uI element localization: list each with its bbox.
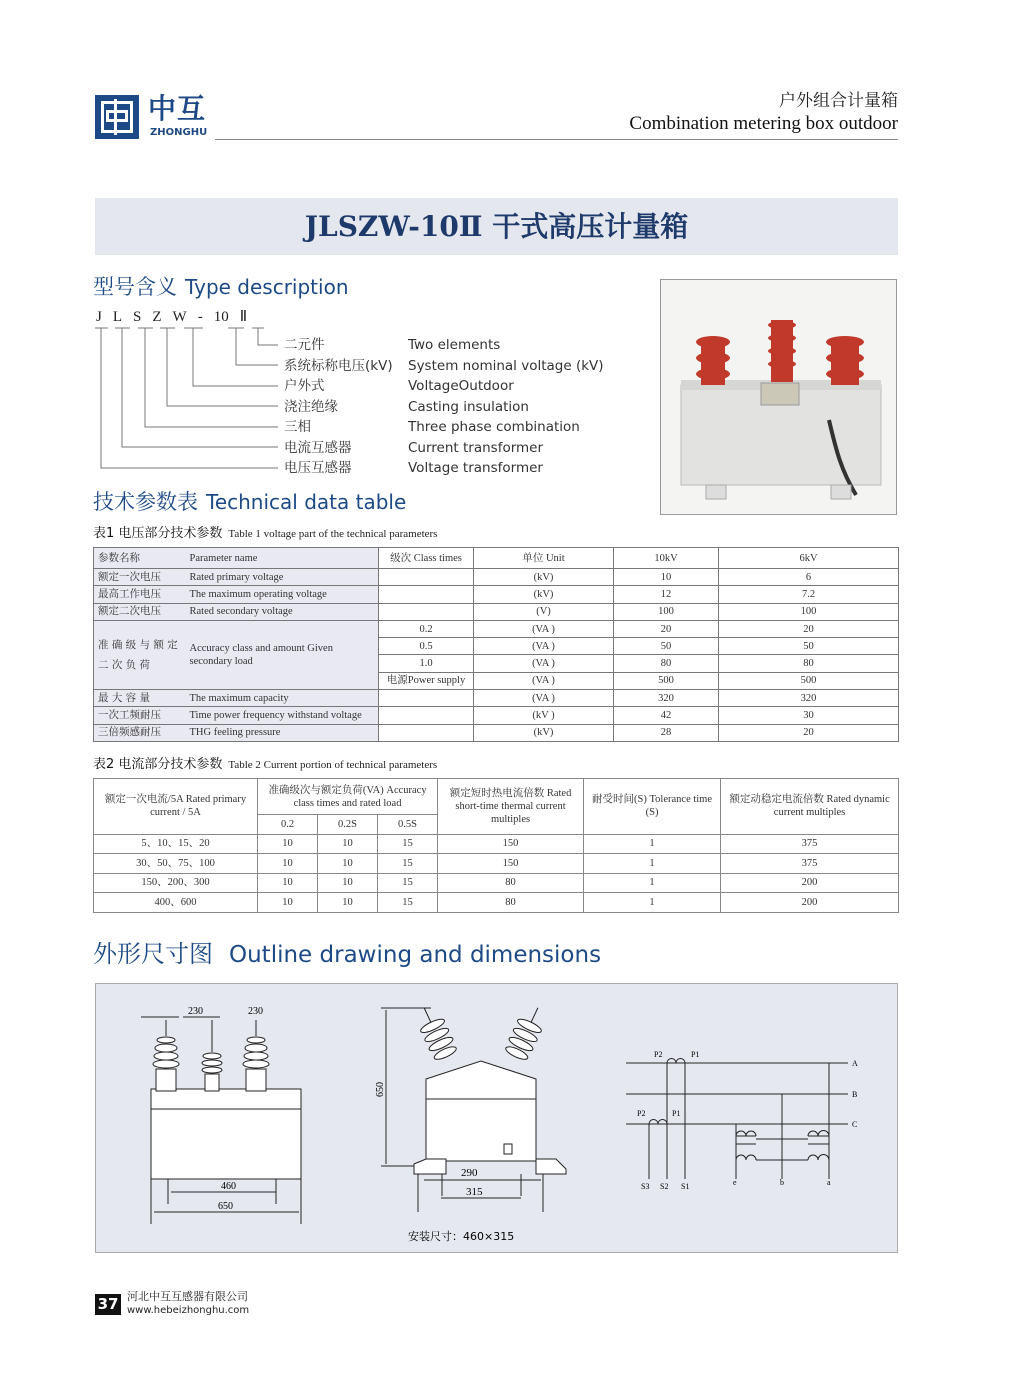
- category-cn: 户外组合计量箱: [779, 91, 898, 111]
- legend-connector-lines: [0, 0, 300, 480]
- category-en: Combination metering box outdoor: [629, 113, 898, 134]
- value-cell: 20: [614, 620, 719, 637]
- value-cell: [379, 586, 474, 603]
- logo-text-en: ZHONGHU: [150, 127, 208, 138]
- table-row: [94, 569, 899, 586]
- value-cell: 10: [258, 873, 318, 893]
- value-cell: 150: [438, 834, 584, 854]
- value-cell: 320: [614, 690, 719, 707]
- header-dynamic: 额定动稳定电流倍数 Rated dynamic current multiples: [721, 779, 899, 835]
- value-cell: 28: [614, 724, 719, 741]
- value-cell: 20: [719, 724, 899, 741]
- value-cell: (VA ): [474, 672, 614, 689]
- header-divider: [215, 139, 898, 140]
- legend-item-en: Voltage transformer: [408, 460, 543, 476]
- header-cell: Parameter name: [186, 548, 379, 569]
- metering-box-image: [661, 280, 896, 514]
- dim-total-width: 650: [218, 1201, 233, 1212]
- current-parameters-table: [93, 778, 899, 913]
- param-name-en: Rated primary voltage: [186, 569, 379, 586]
- code-char: 10: [213, 309, 229, 325]
- legend-item-cn: 系统标称电压(kV): [284, 357, 393, 374]
- company-website: www.hebeizhonghu.com: [127, 1305, 250, 1316]
- value-cell: 15: [378, 854, 438, 874]
- value-cell: [379, 724, 474, 741]
- code-char: J: [96, 309, 102, 325]
- value-cell: 30: [719, 707, 899, 724]
- param-name-cn: 准 确 级 与 额 定 二 次 负 荷: [94, 620, 186, 689]
- value-cell: 100: [719, 603, 899, 620]
- header-thermal: 额定短时热电流倍数 Rated short-time thermal current multiples: [438, 779, 584, 835]
- value-cell: 1: [584, 834, 721, 854]
- caption-en: Table 1 voltage part of the technical parameters: [228, 528, 438, 540]
- param-name-cn: 三倍频感耐压: [94, 724, 186, 741]
- value-cell: 10: [258, 893, 318, 913]
- value-cell: 10: [258, 854, 318, 874]
- value-cell: 10: [614, 569, 719, 586]
- param-name-en: Rated secondary voltage: [186, 603, 379, 620]
- outline-drawing: [96, 984, 899, 1254]
- table-row: [94, 603, 899, 620]
- legend-item-cn: 户外式: [284, 378, 325, 394]
- value-cell: [379, 707, 474, 724]
- legend-item-cn: 电流互感器: [284, 439, 352, 456]
- value-cell: [379, 603, 474, 620]
- terminal-s1: S1: [681, 1182, 690, 1191]
- value-cell: 10: [318, 893, 378, 913]
- table-row: [94, 620, 899, 637]
- legend-item-en: Two elements: [408, 337, 501, 353]
- phase-c: C: [852, 1120, 858, 1129]
- value-cell: 7.2: [719, 586, 899, 603]
- param-name-cn: 额定一次电压: [94, 569, 186, 586]
- table2-caption: [93, 757, 437, 773]
- param-name-cn: 额定二次电压: [94, 603, 186, 620]
- value-cell: 150: [438, 854, 584, 874]
- value-cell: (kV): [474, 586, 614, 603]
- terminal-b: b: [780, 1178, 784, 1187]
- table-row: [94, 834, 899, 854]
- table-row: [94, 707, 899, 724]
- company-name: 河北中互互感器有限公司: [127, 1290, 248, 1303]
- legend-item-en: Three phase combination: [408, 419, 580, 435]
- value-cell: 15: [378, 893, 438, 913]
- code-char: W: [172, 309, 187, 325]
- value-cell: 150、200、300: [94, 873, 258, 893]
- value-cell: [379, 569, 474, 586]
- legend-item-en: Current transformer: [408, 439, 544, 456]
- heading-cn: 外形尺寸图: [93, 940, 213, 968]
- value-cell: (V): [474, 603, 614, 620]
- table-header-row: [94, 548, 899, 569]
- dim-spacing-1: 230: [188, 1006, 203, 1017]
- param-name-en: The maximum capacity: [186, 690, 379, 707]
- value-cell: (VA ): [474, 638, 614, 655]
- voltage-parameters-table: [93, 547, 899, 742]
- value-cell: 400、600: [94, 893, 258, 913]
- wiring-diagram: [626, 1059, 848, 1180]
- technical-data-heading: [93, 490, 406, 514]
- value-cell: 100: [614, 603, 719, 620]
- param-name-en: The maximum operating voltage: [186, 586, 379, 603]
- label-p1: P1: [691, 1050, 700, 1059]
- caption-cn: 表2 电流部分技术参数: [93, 757, 223, 772]
- header-cell: 级次 Class times: [379, 548, 474, 569]
- terminal-s2: S2: [660, 1182, 669, 1191]
- param-name-en: Accuracy class and amount Given secondary load: [186, 620, 379, 689]
- logo-text-cn: 中互: [148, 92, 207, 125]
- value-cell: (kV ): [474, 707, 614, 724]
- value-cell: 10: [318, 873, 378, 893]
- insulator: [153, 1020, 179, 1091]
- param-name-cn: 最 大 容 量: [94, 690, 186, 707]
- code-char: L: [112, 309, 123, 325]
- value-cell: (VA ): [474, 690, 614, 707]
- value-cell: [379, 690, 474, 707]
- value-cell: (VA ): [474, 655, 614, 672]
- label-p2: P2: [654, 1050, 663, 1059]
- value-cell: 50: [719, 638, 899, 655]
- label-p1: P1: [672, 1109, 681, 1118]
- value-cell: 10: [318, 834, 378, 854]
- value-cell: 1.0: [379, 655, 474, 672]
- dim-base-outer: 315: [466, 1186, 483, 1198]
- dim-height: 650: [375, 1082, 386, 1097]
- code-char: S: [133, 309, 142, 325]
- table-row: [94, 893, 899, 913]
- outline-drawing-panel: [95, 983, 898, 1253]
- dim-base-inner: 290: [461, 1167, 478, 1179]
- param-name-cn: 一次工频耐压: [94, 707, 186, 724]
- value-cell: 30、50、75、100: [94, 854, 258, 874]
- terminal-s3: S3: [641, 1182, 650, 1191]
- product-photo: [660, 279, 897, 515]
- value-cell: 50: [614, 638, 719, 655]
- dim-spacing-2: 230: [248, 1006, 263, 1017]
- side-view-body: [426, 1099, 536, 1161]
- header-class: 0.2: [258, 815, 318, 835]
- heading-cn: 型号含义: [93, 275, 177, 299]
- heading-cn: 技术参数表: [93, 490, 198, 514]
- value-cell: 80: [719, 655, 899, 672]
- value-cell: (kV): [474, 724, 614, 741]
- value-cell: 10: [258, 834, 318, 854]
- param-name-en: THG feeling pressure: [186, 724, 379, 741]
- table-row: [94, 586, 899, 603]
- value-cell: 1: [584, 854, 721, 874]
- value-cell: 42: [614, 707, 719, 724]
- value-cell: 375: [721, 854, 899, 874]
- header-cell: 6kV: [719, 548, 899, 569]
- table-row: [94, 854, 899, 874]
- page-number: 37: [95, 1294, 121, 1315]
- terminal-e: e: [733, 1178, 737, 1187]
- value-cell: 15: [378, 834, 438, 854]
- value-cell: (VA ): [474, 620, 614, 637]
- value-cell: 1: [584, 873, 721, 893]
- value-cell: 1: [584, 893, 721, 913]
- value-cell: 80: [438, 873, 584, 893]
- dim-mount-width: 460: [221, 1181, 236, 1192]
- header-primary-current: 额定一次电流/5A Rated primary current / 5A: [94, 779, 258, 835]
- value-cell: 6: [719, 569, 899, 586]
- phase-b: B: [852, 1090, 858, 1099]
- value-cell: 500: [719, 672, 899, 689]
- outline-drawing-heading: [93, 940, 601, 969]
- header-accuracy: 准确级次与额定负荷(VA) Accuracy class times and rated load: [258, 779, 438, 815]
- header-cell: 单位 Unit: [474, 548, 614, 569]
- value-cell: 200: [721, 893, 899, 913]
- value-cell: 200: [721, 873, 899, 893]
- phase-a: A: [852, 1059, 858, 1068]
- label-p2: P2: [637, 1109, 646, 1118]
- caption-cn: 表1 电压部分技术参数: [93, 526, 223, 541]
- insulator: [202, 1020, 222, 1091]
- header-cell: 10kV: [614, 548, 719, 569]
- value-cell: 500: [614, 672, 719, 689]
- header-class: 0.5S: [378, 815, 438, 835]
- legend-item-cn: 三相: [284, 419, 311, 435]
- table1-caption: [93, 526, 437, 542]
- terminal-a: a: [827, 1178, 831, 1187]
- value-cell: 20: [719, 620, 899, 637]
- install-size: 安装尺寸：460×315: [408, 1230, 515, 1243]
- legend-item-cn: 电压互感器: [284, 460, 352, 476]
- header-tolerance: 耐受时间(S) Tolerance time (S): [584, 779, 721, 835]
- table-row: [94, 873, 899, 893]
- legend-item-en: Casting insulation: [408, 398, 529, 415]
- param-name-en: Time power frequency withstand voltage: [186, 707, 379, 724]
- value-cell: 80: [438, 893, 584, 913]
- legend-item-cn: 二元件: [284, 337, 325, 353]
- heading-en: Outline drawing and dimensions: [229, 942, 602, 968]
- value-cell: 0.2: [379, 620, 474, 637]
- page-title: JLSZW-10Ⅱ 干式高压计量箱: [95, 198, 898, 255]
- value-cell: 电源Power supply: [379, 672, 474, 689]
- heading-en: Type description: [185, 275, 349, 299]
- value-cell: 375: [721, 834, 899, 854]
- param-name-cn: 最高工作电压: [94, 586, 186, 603]
- table-row: [94, 690, 899, 707]
- caption-en: Table 2 Current portion of technical parameters: [228, 759, 438, 771]
- header-class: 0.2S: [318, 815, 378, 835]
- legend-item-en: VoltageOutdoor: [408, 378, 514, 394]
- heading-en: Technical data table: [206, 490, 407, 514]
- code-char: Ⅱ: [239, 309, 248, 325]
- value-cell: 5、10、15、20: [94, 834, 258, 854]
- table-row: [94, 724, 899, 741]
- value-cell: 15: [378, 873, 438, 893]
- code-char: -: [197, 309, 203, 325]
- value-cell: 0.5: [379, 638, 474, 655]
- value-cell: 10: [318, 854, 378, 874]
- value-cell: 12: [614, 586, 719, 603]
- legend-item-cn: 浇注绝缘: [284, 398, 338, 415]
- value-cell: 80: [614, 655, 719, 672]
- header-cell: 参数名称: [94, 548, 186, 569]
- value-cell: (kV): [474, 569, 614, 586]
- value-cell: 320: [719, 690, 899, 707]
- insulator: [243, 1020, 269, 1091]
- code-char: Z: [152, 309, 162, 325]
- legend-item-en: System nominal voltage (kV): [408, 357, 604, 374]
